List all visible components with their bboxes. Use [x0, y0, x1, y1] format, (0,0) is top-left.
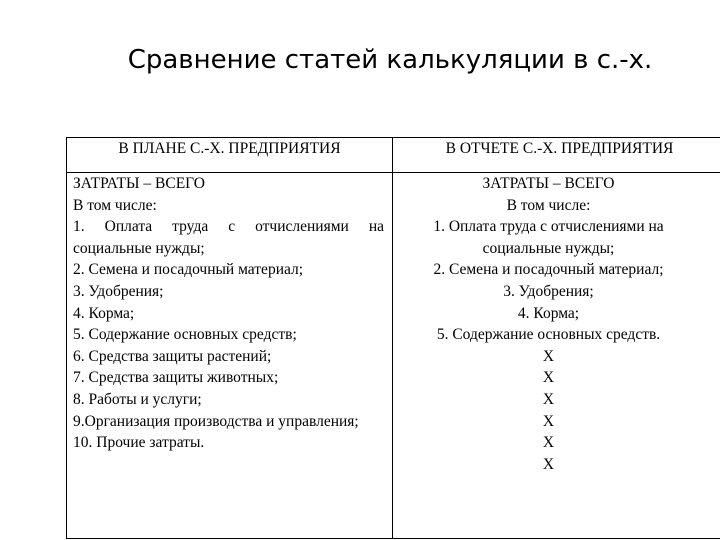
plan-item: 4. Корма; — [73, 304, 135, 322]
report-item: социальные нужды; — [482, 239, 615, 257]
report-item: Х — [542, 434, 555, 452]
header-report: В ОТЧЕТЕ С.-Х. ПРЕДПРИЯТИЯ — [393, 138, 720, 173]
plan-item: 8. Работы и услуги; — [73, 390, 202, 408]
report-item: 5. Содержание основных средств. — [436, 326, 661, 344]
slide-title: Сравнение статей калькуляции в с.-х. — [127, 45, 653, 75]
report-cell — [393, 173, 720, 539]
plan-item: В том числе: — [73, 196, 157, 214]
report-item: 4. Корма; — [517, 304, 580, 322]
plan-item: 1. Оплата труда с отчислениями на социальные нужды; — [73, 218, 384, 257]
plan-item: 7. Средства защиты животных; — [73, 369, 279, 387]
plan-item: 2. Семена и посадочный материал; — [73, 261, 304, 279]
report-item: Х — [542, 390, 555, 408]
plan-item: 3. Удобрения; — [73, 282, 164, 300]
plan-items-list — [67, 173, 392, 454]
report-items-list — [393, 173, 720, 475]
plan-item: 10. Прочие затраты. — [73, 434, 205, 452]
report-item: В том числе: — [506, 196, 591, 214]
plan-cell — [67, 173, 393, 539]
report-item: Х — [542, 369, 555, 387]
table-header-row — [67, 138, 720, 173]
report-item: ЗАТРАТЫ – ВСЕГО — [482, 175, 615, 192]
report-item: Х — [542, 455, 555, 473]
report-item: Х — [542, 347, 555, 365]
report-item: 1. Оплата труда с отчислениями на — [433, 218, 664, 236]
plan-item: 6. Средства защиты растений; — [73, 347, 272, 365]
report-item: 2. Семена и посадочный материал; — [433, 261, 664, 279]
table-body-row — [67, 173, 720, 539]
report-item: 3. Удобрения; — [503, 282, 594, 300]
comparison-table — [66, 137, 720, 539]
header-plan: В ПЛАНЕ С.-Х. ПРЕДПРИЯТИЯ — [67, 138, 393, 173]
plan-item: 5. Содержание основных средств; — [73, 326, 297, 344]
plan-item: 9.Организация производства и управления; — [73, 412, 359, 430]
plan-item: ЗАТРАТЫ – ВСЕГО — [73, 175, 205, 192]
report-item: Х — [542, 412, 555, 430]
